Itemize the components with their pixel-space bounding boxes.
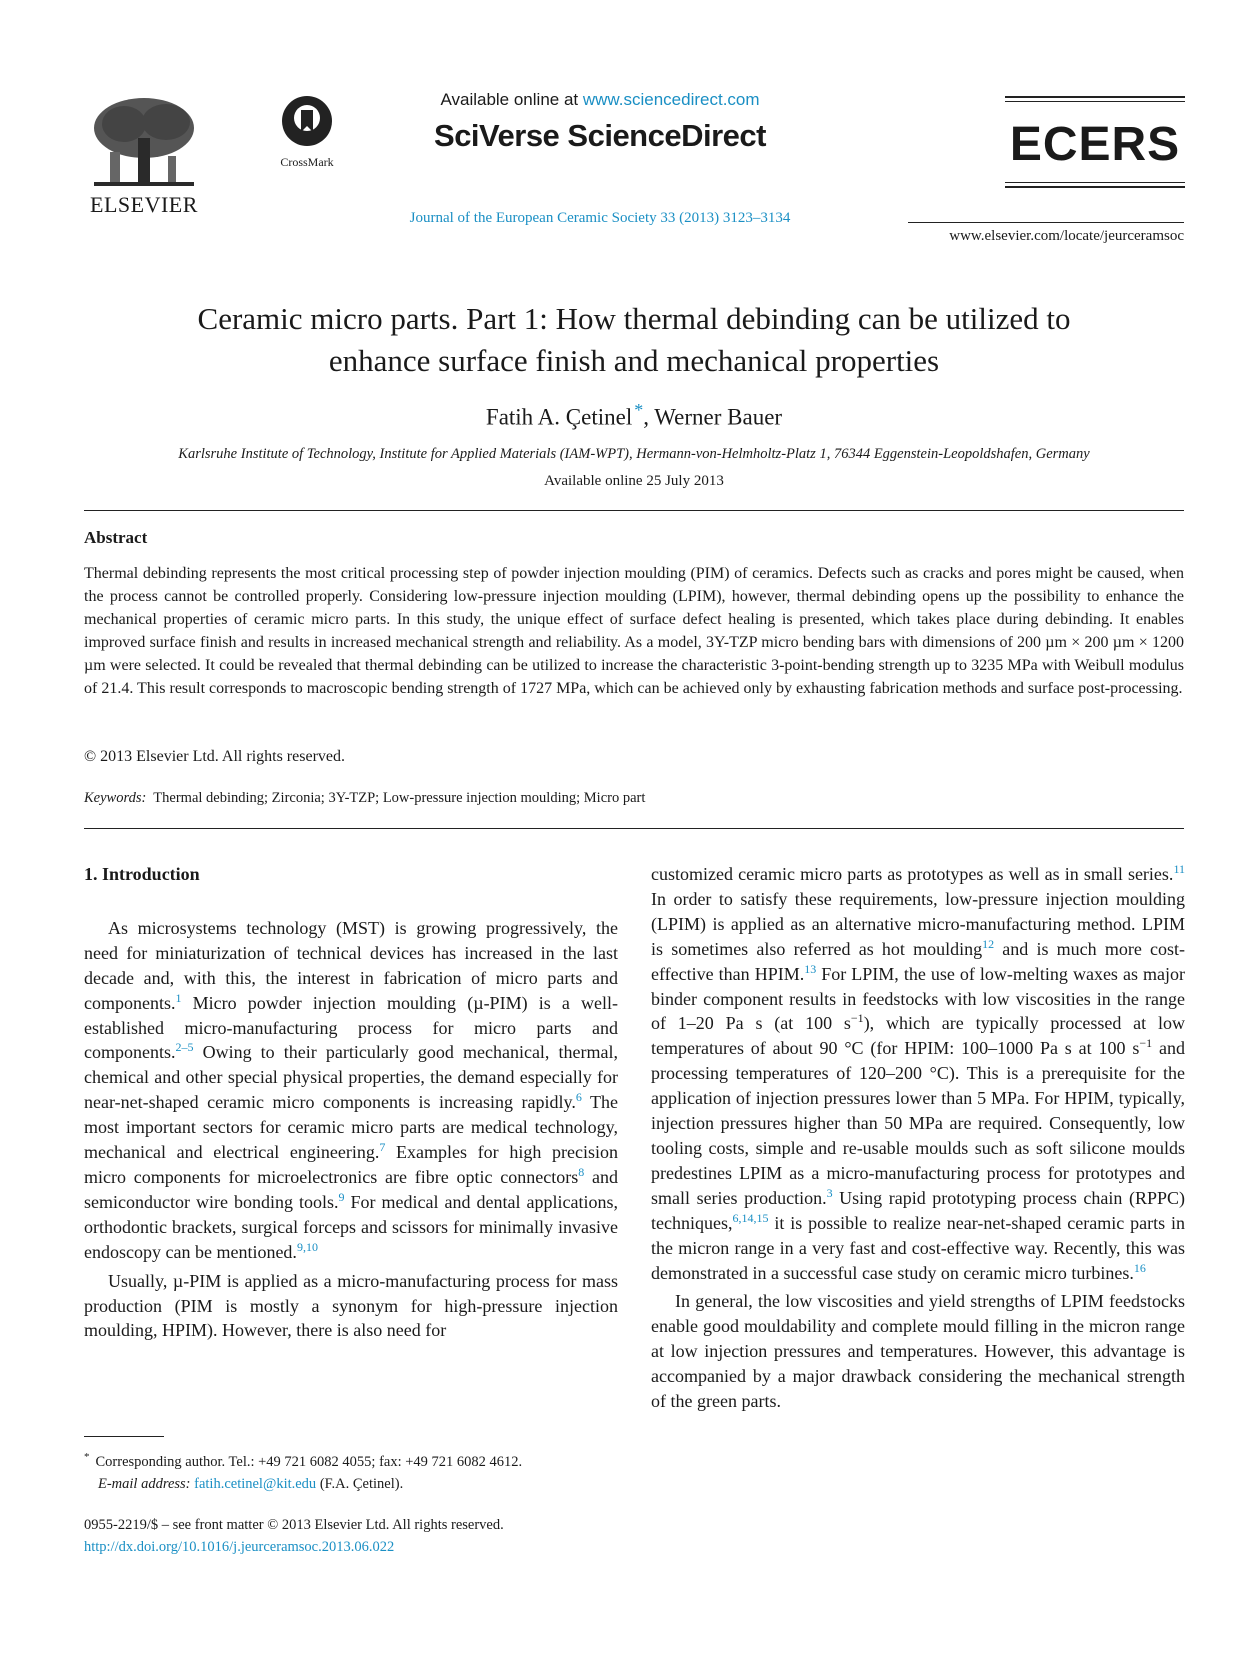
doi-link[interactable]: http://dx.doi.org/10.1016/j.jeurceramsoc.2013.06.022 <box>84 1539 395 1555</box>
available-prefix: Available online at <box>440 90 579 109</box>
crossmark-badge[interactable] <box>270 94 344 170</box>
abstract-copyright: © 2013 Elsevier Ltd. All rights reserved. <box>84 748 345 765</box>
citation-link[interactable]: 9,10 <box>296 1239 318 1254</box>
left-column <box>84 862 618 1343</box>
affiliation: Karlsruhe Institute of Technology, Institute for Applied Materials (IAM-WPT), Hermann-von-Helmholtz-Platz 1, 76344 Eggenstein-Leopoldshafen, Germany <box>178 446 1090 462</box>
issn-line: 0955-2219/$ – see front matter © 2013 Elsevier Ltd. All rights reserved. <box>84 1517 504 1533</box>
author-list <box>84 400 1184 431</box>
abstract-heading: Abstract <box>84 528 148 547</box>
crossmark-icon <box>280 94 334 148</box>
unit-exponent: −1 <box>1139 1036 1153 1051</box>
sciencedirect-header <box>360 90 840 154</box>
ecers-logo <box>1005 96 1185 191</box>
corresponding-author-mark[interactable]: * <box>634 400 644 420</box>
journal-site-url[interactable]: www.elsevier.com/locate/jeurceramsoc <box>949 228 1184 244</box>
keywords <box>84 790 645 807</box>
citation-link[interactable]: 8 <box>578 1164 585 1179</box>
abstract-bottom-rule <box>84 828 1184 829</box>
citation-link[interactable]: 3 <box>826 1185 833 1200</box>
journal-reference-link[interactable]: Journal of the European Ceramic Society 33 (2013) 3123–3134 <box>409 210 791 226</box>
citation-link[interactable]: 2–5 <box>175 1040 194 1055</box>
front-matter <box>84 1514 504 1558</box>
title-line-1: Ceramic micro parts. Part 1: How thermal debinding can be utilized to <box>197 301 1071 336</box>
citation-link[interactable]: 12 <box>982 936 995 951</box>
citation-link[interactable]: 7 <box>379 1140 386 1155</box>
article-title <box>84 298 1184 382</box>
publisher-name: ELSEVIER <box>90 192 198 217</box>
title-line-2: enhance surface finish and mechanical properties <box>328 343 940 378</box>
crossmark-label: CrossMark <box>280 155 334 169</box>
email-label: E-mail address: <box>98 1475 191 1492</box>
citation-link[interactable]: 6,14,15 <box>732 1210 769 1225</box>
author-cetinel: Fatih A. Çetinel <box>485 404 633 430</box>
intro-paragraph-3: In general, the low viscosities and yield strengths of LPIM feedstocks enable good mouldability and complete mould filling in the micron range at low injection pressures and temperatures. However, this advantage is accompanied by a major drawback considering the mechanical strength of the green parts. <box>651 1291 1185 1412</box>
header-divider <box>908 222 1184 223</box>
intro-paragraph-1: As microsystems technology (MST) is growing progressively, the need for miniaturization of technical devices has increased in the last decade and, with this, the interest in fabrication of micro parts and components.$^1$ Micro powder injection moulding (µ-PIM) is a well-established micro-manufacturing process for micro parts and components.$^{2-5}$ Owing to their particularly good mechanical, thermal, chemical and other special physical properties, the demand especially for near-net-shaped ceramic micro components is increasing rapidly.$^6$ The most important sectors for ceramic micro parts are medical technology, mechanical and electrical engineering.$^7$ Examples for high precision micro components for microelectronics are fibre optic connectors$^8$ and semiconductor wire bonding tools.$^9$ For medical and dental applications, orthodontic brackets, surgical forceps and scissors for minimally invasive endoscopy can be mentioned.$^{9,10}$ <box>84 917 619 1262</box>
section-heading-introduction: 1. Introduction <box>84 864 200 884</box>
abstract-text: Thermal debinding represents the most critical processing step of powder injection moulding (PIM) of ceramics. Defects such as cracks and pores might be caused, when the process cannot be controlled properly. Considering low-pressure injection moulding (LPIM), however, thermal debinding opens up the possibility to enhance the mechanical properties of ceramic micro parts. In this study, the unique effect of surface defect healing is presented, which takes place during debinding. It enables improved surface finish and results in increased mechanical strength and reliability. As a model, 3Y-TZP micro bending bars with dimensions of 200 µm × 200 µm × 1200 µm were selected. It could be revealed that thermal debinding can be utilized to increase the characteristic 3-point-bending strength up to 3235 MPa with Weibull modulus of 21.4. This result corresponds to macroscopic bending strength of 1727 MPa, which can be achieved only by exhausting fabrication methods and surface post-processing. <box>84 565 1184 697</box>
unit-exponent: −1 <box>850 1011 864 1026</box>
citation-link[interactable]: 1 <box>175 990 182 1005</box>
available-online-line <box>360 90 840 110</box>
email-suffix: (F.A. Çetinel). <box>319 1475 404 1492</box>
corresponding-author-footnote <box>84 1446 624 1495</box>
citation-link[interactable]: 13 <box>804 961 817 976</box>
available-online-date: Available online 25 July 2013 <box>544 473 724 489</box>
citation-link[interactable]: 11 <box>1173 862 1185 876</box>
keywords-list: Thermal debinding; Zirconia; 3Y-TZP; Low-pressure injection moulding; Micro part <box>153 790 646 806</box>
citation-link[interactable]: 16 <box>1133 1260 1146 1275</box>
intro-paragraph-2: Usually, µ-PIM is applied as a micro-manufacturing process for mass production (PIM is mostly a synonym for high-pressure injection moulding, HPIM). However, there is also need for <box>84 1270 618 1341</box>
keywords-label: Keywords: <box>84 790 147 806</box>
author-email-link[interactable]: fatih.cetinel@kit.edu <box>194 1475 317 1492</box>
author-bauer: , Werner Bauer <box>643 404 783 430</box>
intro-paragraph-2-continued: customized ceramic micro parts as prototypes as well as in small series.$^{11}$ In order to satisfy these requirements, low-pressure injection moulding (LPIM) is applied as an alternative micro-manufacturing method. LPIM is sometimes also referred as hot moulding$^{12}$ and is much more cost-effective than HPIM.$^{13}$ For LPIM, the use of low-melting waxes as major binder component results in feedstocks with low viscosities in the range of 1–20 Pa s (at 100 $s^{-1}$), which are typically processed at low temperatures of about 90 °C (for HPIM: 100–1000 Pa s at 100 $s^{-1}$ and processing temperatures of 120–200 °C). This is a prerequisite for the application of injection pressures lower than 5 MPa. For HPIM, typically, injection pressures higher than 50 MPa are required. Consequently, low tooling costs, simple and re-usable moulds such as soft silicone moulds predestines LPIM as a micro-manufacturing process for prototypes and small series production.$^3$ Using rapid prototyping process chain (RPPC) techniques,$^{6,14,15}$ it is possible to realize near-net-shaped ceramic parts in the micron range in a very fast and cost-effective way. Recently, this was demonstrated in a successful case study on ceramic micro turbines.$^{16}$ <box>651 862 1185 1283</box>
right-column <box>651 862 1185 1414</box>
ecers-wordmark: ECERS <box>1009 118 1181 171</box>
citation-link[interactable]: 9 <box>338 1189 345 1204</box>
abstract-top-rule <box>84 510 1184 511</box>
footnote-rule <box>84 1436 164 1437</box>
platform-logo: SciVerse ScienceDirect <box>434 118 766 153</box>
sciencedirect-link[interactable]: www.sciencedirect.com <box>582 90 760 109</box>
footnote-contact: Corresponding author. Tel.: +49 721 6082 4055; fax: +49 721 6082 4612. <box>95 1453 523 1470</box>
footnote-mark: * <box>84 1451 90 1463</box>
citation-link[interactable]: 6 <box>575 1090 582 1105</box>
